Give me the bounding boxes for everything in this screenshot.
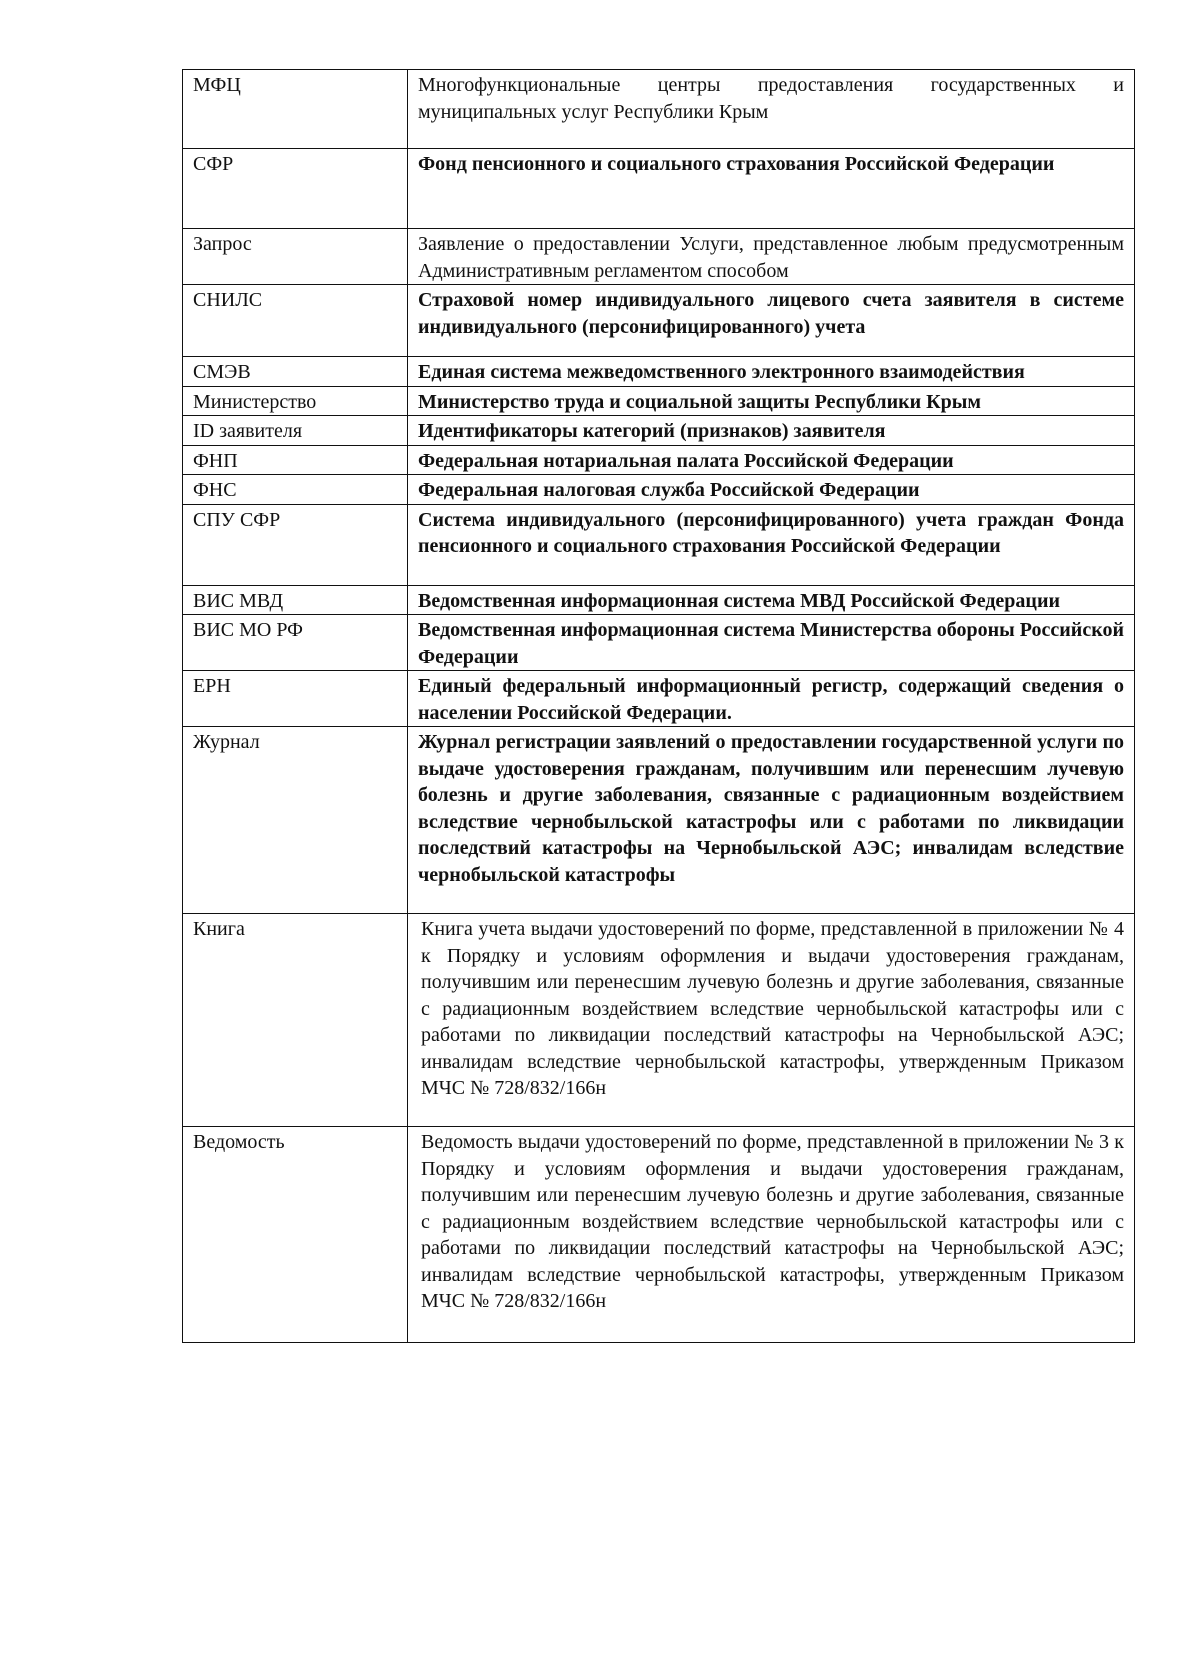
definition-cell: Ведомственная информационная система МВД Российской Федерации (408, 585, 1135, 615)
definition-cell: Многофункциональные центры предоставления государственных и муниципальных услуг Республики Крым (408, 70, 1135, 149)
table-row (183, 504, 1135, 585)
definition-cell: Фонд пенсионного и социального страхования Российской Федерации (408, 149, 1135, 229)
term-cell: ID заявителя (183, 416, 408, 446)
table-row (183, 386, 1135, 416)
term-cell: СПУ СФР (183, 504, 408, 585)
table-row (183, 357, 1135, 387)
term-cell: ЕРН (183, 671, 408, 727)
definition-cell: Министерство труда и социальной защиты Республики Крым (408, 386, 1135, 416)
term-cell: Книга (183, 914, 408, 1127)
definition-cell: Страховой номер индивидуального лицевого счета заявителя в системе индивидуального (персонифицированного) учета (408, 285, 1135, 357)
table-row (183, 475, 1135, 505)
term-cell: Журнал (183, 727, 408, 914)
table-row (183, 671, 1135, 727)
definition-cell: Идентификаторы категорий (признаков) заявителя (408, 416, 1135, 446)
table-row (183, 615, 1135, 671)
term-cell: МФЦ (183, 70, 408, 149)
term-cell: Запрос (183, 229, 408, 285)
definition-cell: Федеральная налоговая служба Российской Федерации (408, 475, 1135, 505)
term-cell: ФНП (183, 445, 408, 475)
table-row (183, 585, 1135, 615)
abbreviations-table (182, 69, 1135, 1343)
definition-cell: Ведомость выдачи удостоверений по форме, представленной в приложении № 3 к Порядку и условиям оформления и выдачи удостоверения гражданам, получившим или перенесшим лучевую болезнь и другие заболевания, связанные с радиационным воздействием вследствие чернобыльской катастрофы или с работами по ликвидации последствий катастрофы на Чернобыльской АЭС; инвалидам вследствие чернобыльской катастрофы, утвержденным Приказом МЧС № 728/832/166н (408, 1127, 1135, 1343)
table-row (183, 416, 1135, 446)
term-cell: ВИС МО РФ (183, 615, 408, 671)
term-cell: СНИЛС (183, 285, 408, 357)
definition-cell: Единый федеральный информационный регистр, содержащий сведения о населении Российской Федерации. (408, 671, 1135, 727)
term-cell: ФНС (183, 475, 408, 505)
table-row (183, 285, 1135, 357)
term-cell: СФР (183, 149, 408, 229)
definition-cell: Система индивидуального (персонифицированного) учета граждан Фонда пенсионного и социального страхования Российской Федерации (408, 504, 1135, 585)
definition-cell: Единая система межведомственного электронного взаимодействия (408, 357, 1135, 387)
table-row (183, 149, 1135, 229)
definition-cell: Федеральная нотариальная палата Российской Федерации (408, 445, 1135, 475)
term-cell: Ведомость (183, 1127, 408, 1343)
table-row (183, 445, 1135, 475)
table-row (183, 1127, 1135, 1343)
term-cell: Министерство (183, 386, 408, 416)
term-cell: ВИС МВД (183, 585, 408, 615)
table-row (183, 70, 1135, 149)
definition-cell: Заявление о предоставлении Услуги, представленное любым предусмотренным Административным регламентом способом (408, 229, 1135, 285)
table-row (183, 727, 1135, 914)
definition-cell: Книга учета выдачи удостоверений по форме, представленной в приложении № 4 к Порядку и условиям оформления и выдачи удостоверения гражданам, получившим или перенесшим лучевую болезнь и другие заболевания, связанные с радиационным воздействием вследствие чернобыльской катастрофы или с работами по ликвидации последствий катастрофы на Чернобыльской АЭС; инвалидам вследствие чернобыльской катастрофы, утвержденным Приказом МЧС № 728/832/166н (408, 914, 1135, 1127)
term-cell: СМЭВ (183, 357, 408, 387)
definition-cell: Ведомственная информационная система Министерства обороны Российской Федерации (408, 615, 1135, 671)
definition-cell: Журнал регистрации заявлений о предоставлении государственной услуги по выдаче удостоверения гражданам, получившим или перенесшим лучевую болезнь и другие заболевания, связанные с радиационным воздействием вследствие чернобыльской катастрофы или с работами по ликвидации последствий катастрофы на Чернобыльской АЭС; инвалидам вследствие чернобыльской катастрофы (408, 727, 1135, 914)
table-row (183, 229, 1135, 285)
table-row (183, 914, 1135, 1127)
